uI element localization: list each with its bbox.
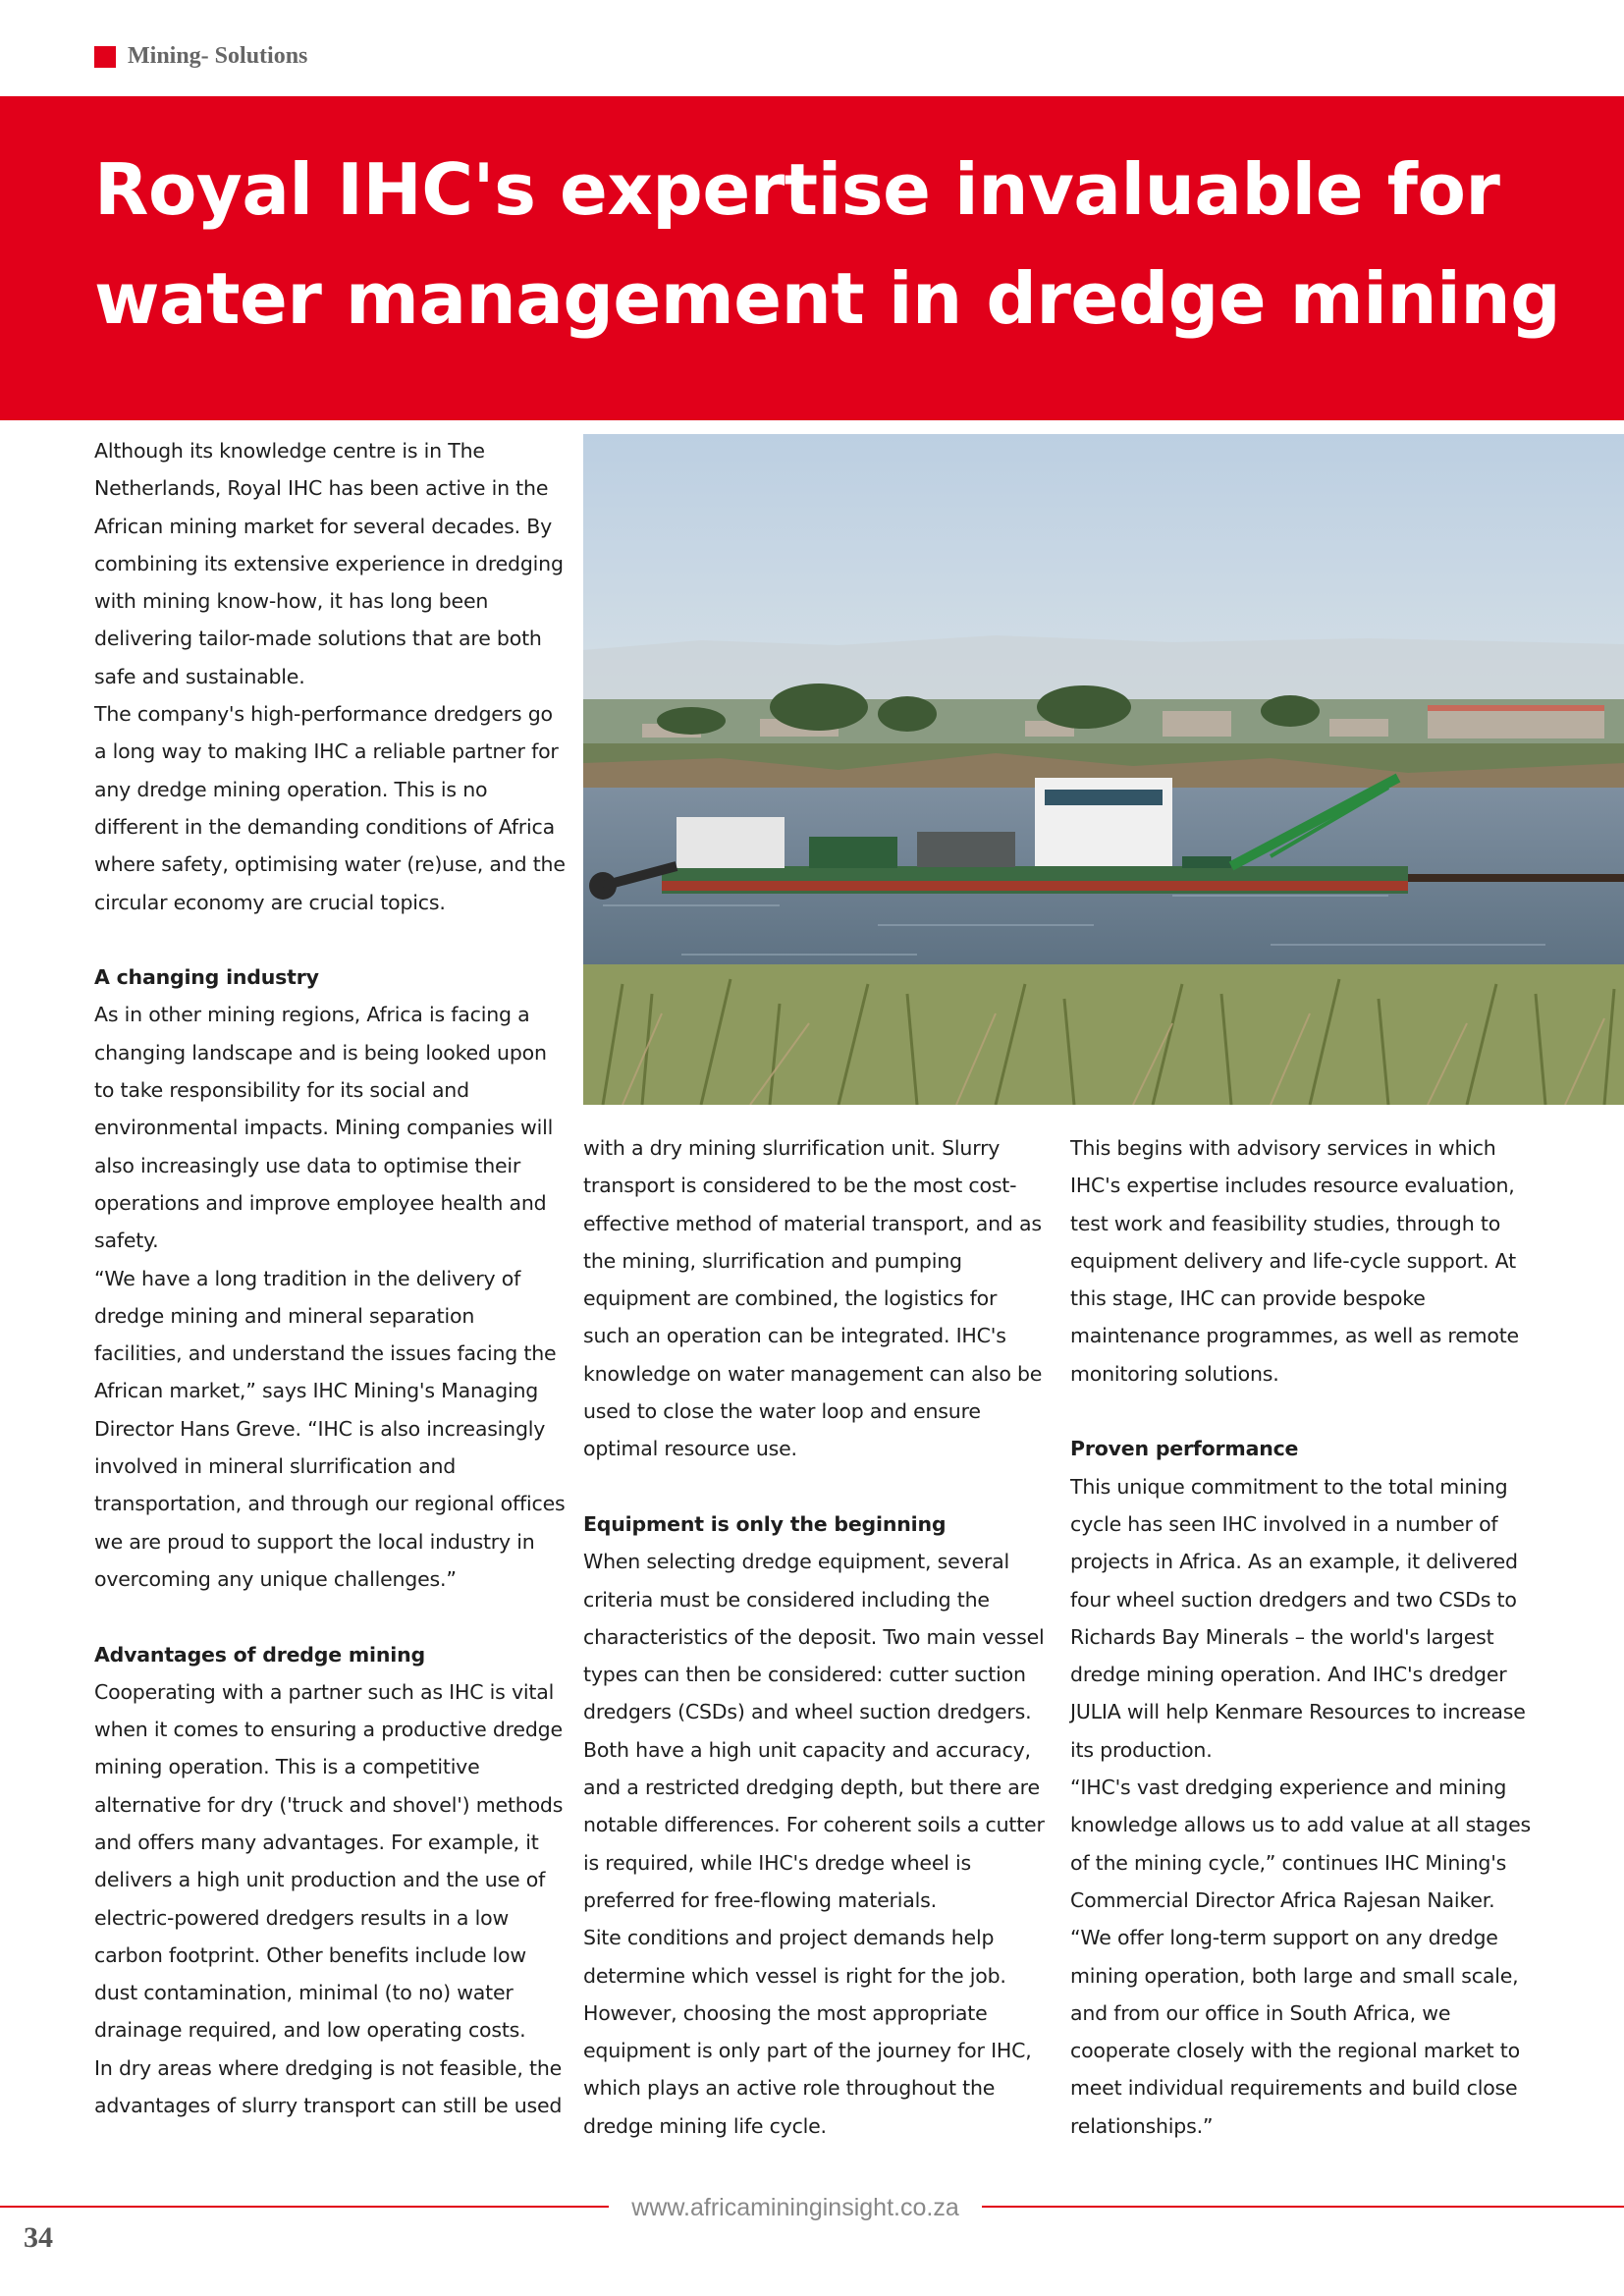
headline-banner: [0, 96, 1624, 420]
paragraph: “We offer long-term support on any dredge mining operation, both large and small scale, and from our office in South Africa, we cooperate closely with the regional market to meet individual requirements and build close relationships.”: [1070, 1926, 1520, 2138]
footer-url[interactable]: www.africamininginsight.co.za: [609, 2194, 982, 2222]
dredger-photo-icon: [583, 434, 1624, 1105]
page-number: 34: [24, 2221, 53, 2254]
paragraph: In dry areas where dredging is not feasible, the advantages of slurry transport can still be used: [94, 2055, 563, 2118]
intro-paragraph-2: The company's high-performance dredgers go a long way to making IHC a reliable partner for any dredge mining operation. This is no different in the demanding conditions of Africa where safety, optimising water (re)use, and the circular economy are crucial topics.: [94, 702, 566, 914]
dredger-photo: [583, 434, 1624, 1105]
article-column-1: [94, 432, 566, 2124]
paragraph: “IHC's vast dredging experience and mining knowledge allows us to add value at all stages of the mining cycle,” continues IHC Mining's Commercial Director Africa Rajesan Naiker.: [1070, 1776, 1531, 1912]
paragraph: “We have a long tradition in the delivery of dredge mining and mineral separation facilities, and understand the issues facing the African market,” says IHC Mining's Managing Director Hans Greve. “IHC is also increasingly involved in mineral slurrification and transportation, and through our regional offices we are proud to support the local industry in overcoming any unique challenges.”: [94, 1266, 566, 1591]
subheading-proven-performance: Proven performance: [1070, 1437, 1299, 1461]
paragraph: This unique commitment to the total mining cycle has seen IHC involved in a number of projects in Africa. As an example, it delivered four wheel suction dredgers and two CSDs to Richards Bay Minerals – the world's largest dredge mining operation. And IHC's dredger JULIA will help Kenmare Resources to increase its production.: [1070, 1474, 1526, 1762]
paragraph: As in other mining regions, Africa is facing a changing landscape and is being looked upon to take responsibility for its social and environmental impacts. Mining companies will also increasingly use data to optimise their operations and improve employee health and safety.: [94, 1003, 554, 1253]
section-marker-icon: [94, 46, 116, 68]
article-column-2: [583, 1129, 1045, 2145]
section-tag: [94, 43, 307, 70]
subheading-advantages: Advantages of dredge mining: [94, 1642, 425, 1667]
page-title: Royal IHC's expertise invaluable for water management in dredge mining: [94, 148, 1561, 340]
footer-rule-left: [0, 2206, 628, 2208]
footer-rule-right: [962, 2206, 1624, 2208]
article-column-3: [1070, 1129, 1542, 2145]
paragraph: with a dry mining slurrification unit. Slurry transport is considered to be the most cost-effective method of material transport, and as the mining, slurrification and pumping equipment are combined, the logistics for such an operation can be integrated. IHC's knowledge on water management can also be used to close the water loop and ensure optimal resource use.: [583, 1136, 1043, 1461]
paragraph: Site conditions and project demands help determine which vessel is right for the job. However, choosing the most appropriate equipment is only part of the journey for IHC, which plays an active role throughout the dredge mining life cycle.: [583, 1926, 1032, 2138]
subheading-changing-industry: A changing industry: [94, 965, 319, 990]
section-label: Mining- Solutions: [128, 43, 308, 69]
paragraph: When selecting dredge equipment, several criteria must be considered including the characteristics of the deposit. Two main vessel types can then be considered: cutter suction dredgers (CSDs) and wheel suction dredgers. Both have a high unit capacity and accuracy, and a restricted dredging depth, but there are notable differences. For coherent soils a cutter is required, while IHC's dredge wheel is preferred for free-flowing materials.: [583, 1550, 1045, 1912]
paragraph: Cooperating with a partner such as IHC is vital when it comes to ensuring a productive dredge mining operation. This is a competitive alternative for dry ('truck and shovel') methods and offers many advantages. For example, it delivers a high unit production and the use of electric-powered dredgers results in a low carbon footprint. Other benefits include low dust contamination, minimal (to no) water drainage required, and low operating costs.: [94, 1679, 564, 2043]
subheading-equipment: Equipment is only the beginning: [583, 1511, 947, 1536]
paragraph: This begins with advisory services in which IHC's expertise includes resource evaluation, test work and feasibility studies, through to equipment delivery and life-cycle support. At this stage, IHC can provide bespoke maintenance programmes, as well as remote monitoring solutions.: [1070, 1136, 1519, 1386]
intro-paragraph-1: Although its knowledge centre is in The Netherlands, Royal IHC has been active in the African mining market for several decades. By combining its extensive experience in dredging with mining know-how, it has long been delivering tailor-made solutions that are both safe and sustainable.: [94, 439, 564, 688]
